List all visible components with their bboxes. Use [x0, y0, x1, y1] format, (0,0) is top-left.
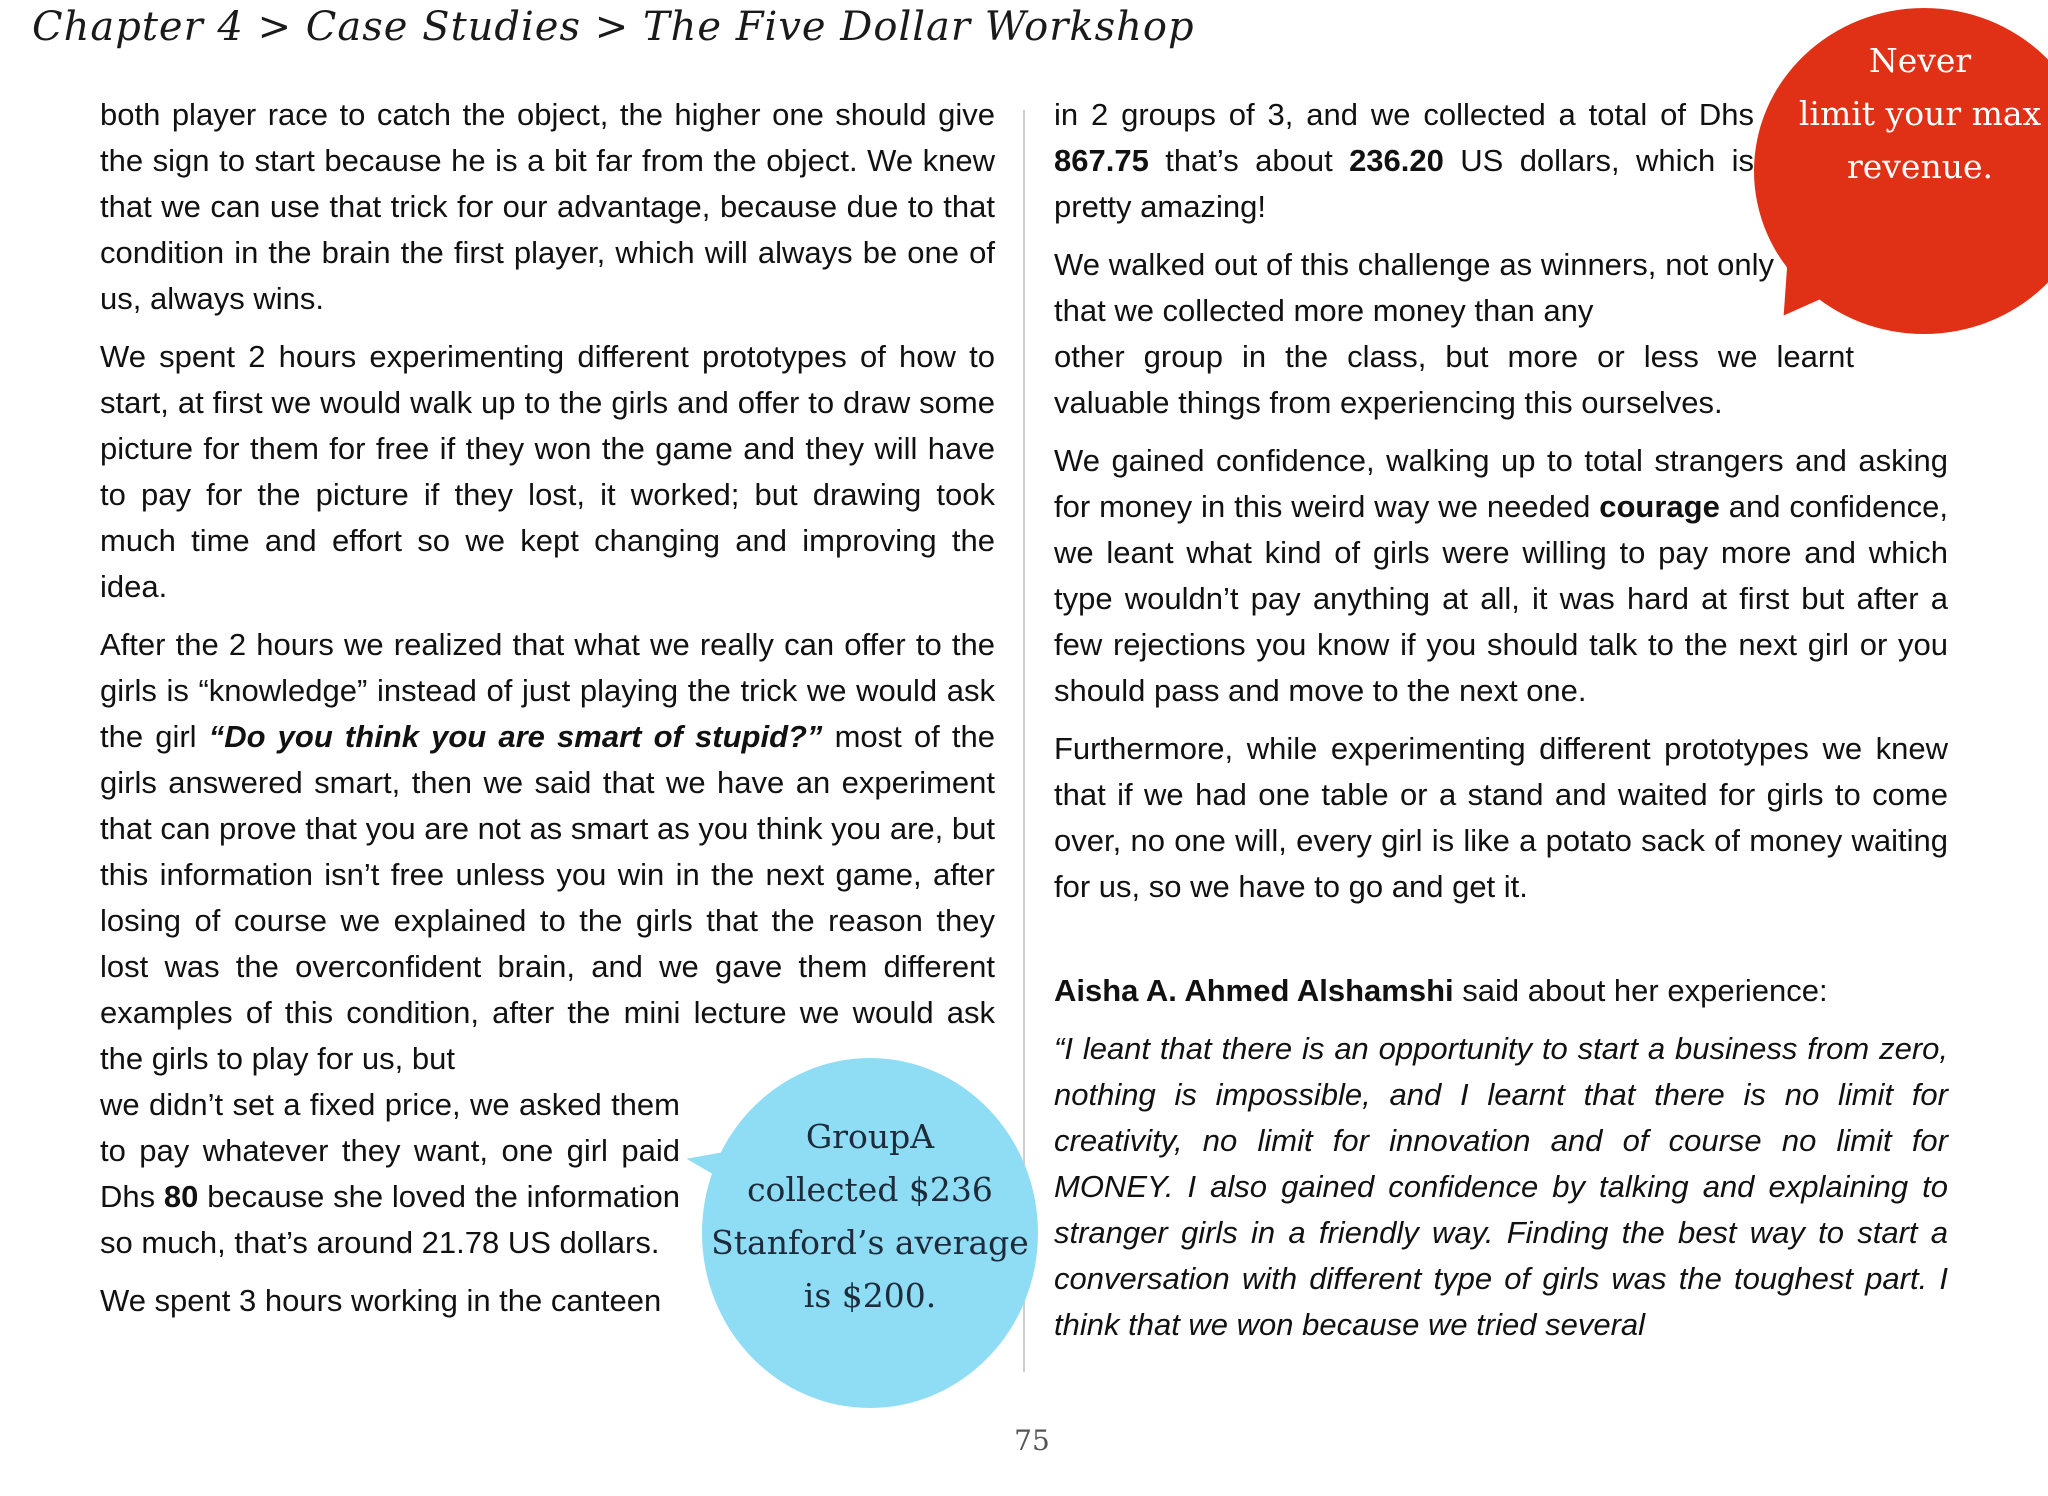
callout-text-blue: GroupA collected $236 Stanford’s average is $200. [711, 1117, 1029, 1315]
amount-dhs: 80 [163, 1179, 199, 1214]
paragraph: After the 2 hours we realized that what we really can offer to the girls is “knowledge” instead of just playing the trick we would ask the girl “Do you think you are smart of stupid?” most of the girls answered smart, then we said that we have an experiment that can prove that you are not as smart as you think you are, but this information isn’t free unless you win in the next game, after losing of course we explained to the girls that the reason they lost was the overconfident brain, and we gave them different examples of this condition, after the mini lecture we would ask the girls to play for us, but [100, 627, 995, 1076]
amount-usd-total: 236.20 [1349, 143, 1444, 178]
amount-dhs-total: 867.75 [1054, 143, 1149, 178]
student-name: Aisha A. Ahmed Alshamshi [1054, 973, 1454, 1008]
paragraph: both player race to catch the object, the higher one should give the sign to start because he is a bit far from the object. We knew that we can use that trick for our advantage, because due to that condition in the brain the first player, which will always be one of us, always wins. [100, 97, 995, 316]
paragraph: We walked out of this challenge as winners, not only that we collected more money than any other group in the class, but more or less we learnt valuable things from experiencing this ourselves. [1054, 247, 1854, 420]
paragraph: we didn’t set a fixed price, we asked them to pay whatever they want, one girl paid Dhs 80 because she loved the information so much, that’s around 21.78 US dollars. [100, 1087, 680, 1260]
paragraph: in 2 groups of 3, and we collected a total of Dhs 867.75 that’s about 236.20 US dollars, which is pretty amazing! [1054, 97, 1754, 224]
paragraph: We gained confidence, walking up to total strangers and asking for money in this weird way we needed courage and confidence, we leant what kind of girls were willing to pay more and which type wouldn’t pay anything at all, it was hard at first but after a few rejections you know if you should talk to the next girl or you should pass and move to the next one. [1054, 443, 1948, 708]
paragraph: Furthermore, while experimenting different prototypes we knew that if we had one table or a stand and waited for girls to come over, no one will, every girl is like a potato sack of money waiting for us, so we have to go and get it. [1054, 731, 1948, 904]
paragraph: Aisha A. Ahmed Alshamshi said about her experience: [1054, 973, 1828, 1008]
paragraph: We spent 2 hours experimenting different prototypes of how to start, at first we would walk up to the girls and offer to draw some picture for them for free if they won the game and they will have to pay for the picture if they lost, it worked; but drawing took much time and effort so we kept changing and improving the idea. [100, 339, 995, 604]
testimonial-quote: “I leant that there is an opportunity to start a business from zero, nothing is impossible, and I learnt that there is no limit for creativity, no limit for innovation and of course no limit for MONEY. I also gained confidence by talking and explaining to stranger girls in a friendly way. Finding the best way to start a conversation with different type of girls was the toughest part. I think that we won because we tried several [1054, 1031, 1948, 1342]
highlighted-question: “Do you think you are smart of stupid?” [208, 719, 823, 754]
page-number: 75 [1014, 1424, 1050, 1457]
bold-word: courage [1599, 489, 1720, 524]
paragraph: We spent 3 hours working in the canteen [100, 1283, 662, 1318]
breadcrumb-header: Chapter 4 > Case Studies > The Five Dollar Workshop [32, 4, 1195, 50]
callout-text-red: Never limit your max revenue. [1798, 41, 2042, 186]
